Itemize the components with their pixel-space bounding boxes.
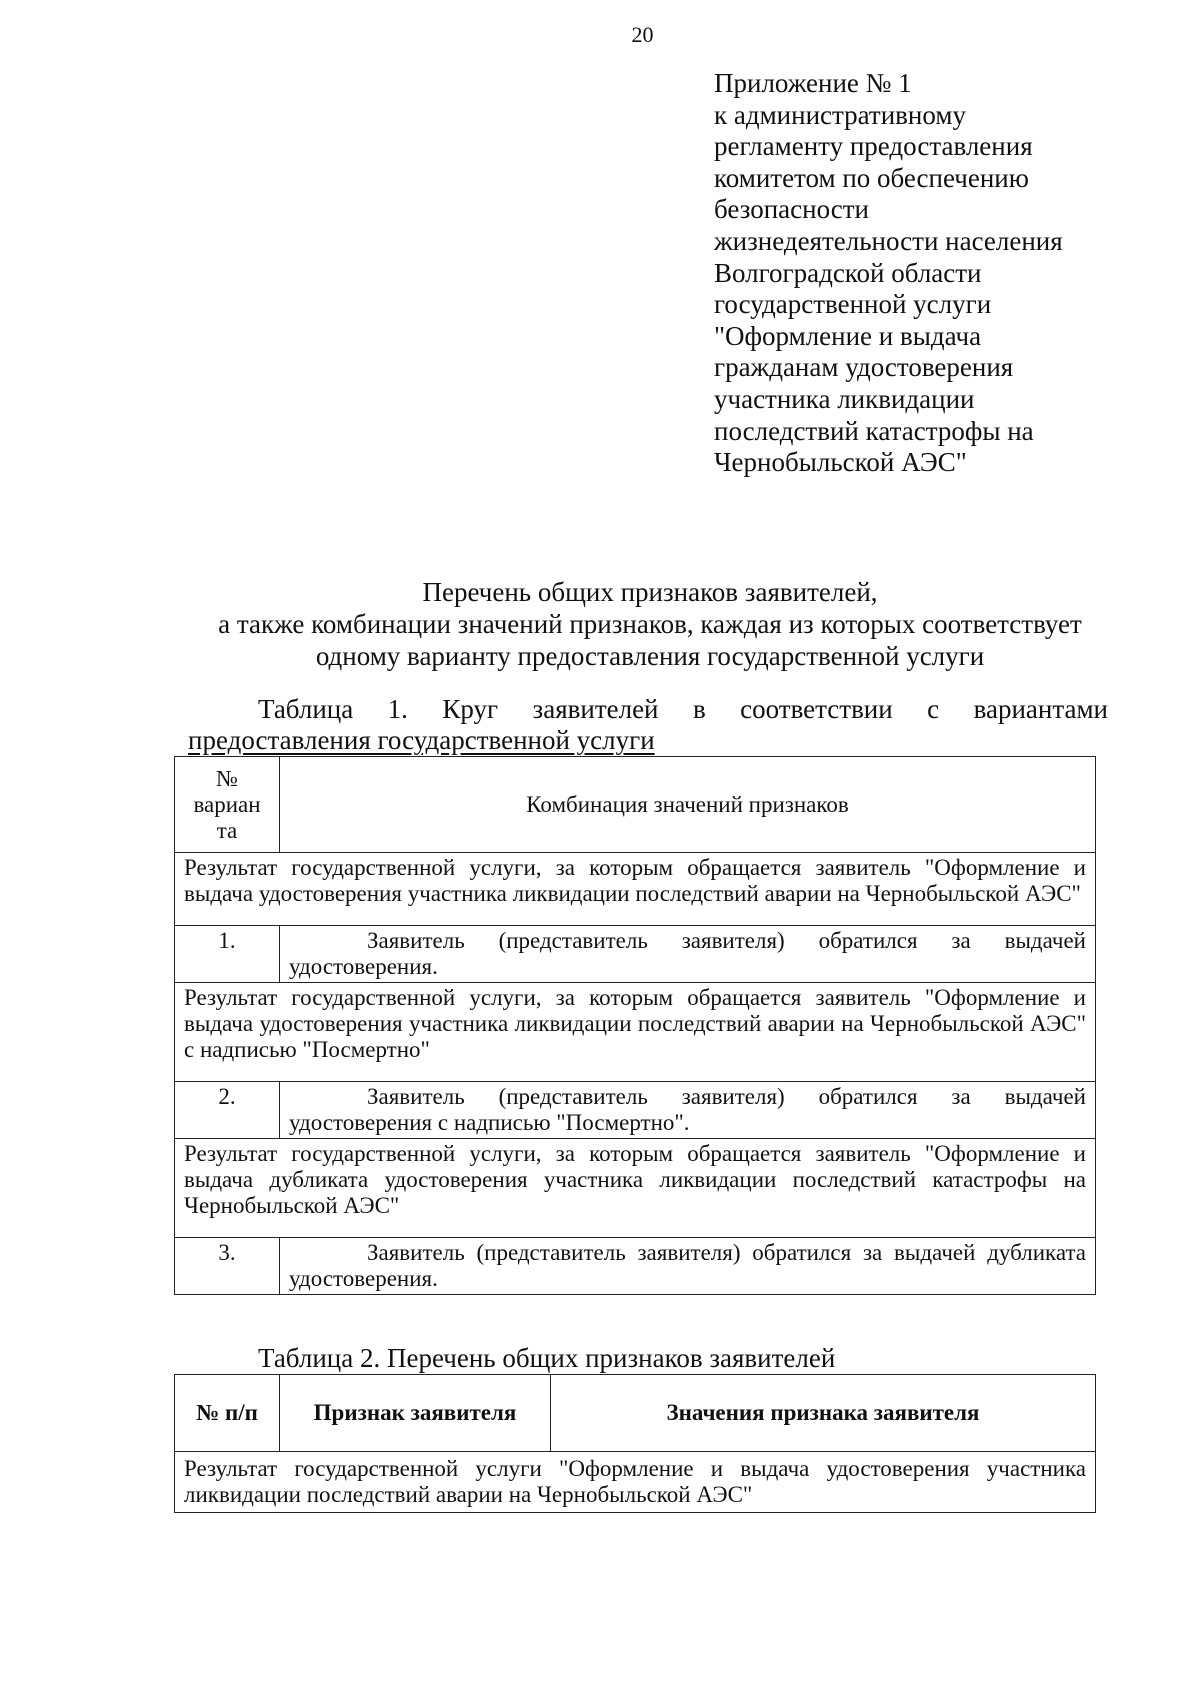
table-row-variant: [175, 926, 1096, 983]
header-attribute: Признак заявителя: [280, 1375, 551, 1452]
header-combination: Комбинация значений признаков: [280, 757, 1096, 853]
result-cell: Результат государственной услуги, за которым обращается заявитель "Оформление и выдача удостоверения участника ликвидации последствий аварии на Чернобыльской АЭС": [175, 853, 1096, 926]
result-cell: Результат государственной услуги, за которым обращается заявитель "Оформление и выдача удостоверения участника ликвидации последствий аварии на Чернобыльской АЭС" с надписью "Посмертно": [175, 983, 1096, 1082]
header-line: №: [216, 765, 238, 791]
appendix-line: гражданам удостоверения: [714, 352, 1014, 383]
appendix-line: к административному: [714, 99, 966, 130]
table-row-result: [175, 1139, 1096, 1238]
variant-number: 2.: [175, 1082, 280, 1139]
title-line: одному варианту предоставления государственной услуги: [315, 641, 985, 671]
table-applicant-variants: [174, 756, 1096, 1295]
appendix-line: жизнедеятельности населения: [714, 225, 1063, 256]
table-applicant-attributes: [174, 1374, 1096, 1513]
document-title: [150, 576, 1150, 672]
table-header-row: [175, 757, 1096, 853]
table-row-result: [175, 1452, 1096, 1513]
appendix-line: комитетом по обеспечению: [714, 162, 1029, 193]
table-row-variant: [175, 1082, 1096, 1139]
appendix-line: Волгоградской области: [714, 257, 982, 288]
table2-caption: Таблица 2. Перечень общих признаков заявителей: [258, 1343, 836, 1373]
table1-caption: [188, 694, 1108, 756]
result-cell: Результат государственной услуги, за которым обращается заявитель "Оформление и выдача дубликата удостоверения участника ликвидации последствий катастрофы на Чернобыльской АЭС": [175, 1139, 1096, 1238]
appendix-line: Приложение № 1: [714, 68, 912, 98]
table-row-variant: [175, 1238, 1096, 1295]
appendix-line: Чернобыльской АЭС": [714, 447, 967, 478]
appendix-block: [714, 68, 1164, 479]
appendix-line: последствий катастрофы на: [714, 415, 1034, 446]
table-header-row: [175, 1375, 1096, 1452]
variant-number: 1.: [175, 926, 280, 983]
variant-text: Заявитель (представитель заявителя) обратился за выдачей удостоверения с надписью "Посмертно".: [280, 1082, 1096, 1139]
header-variant-number: [175, 757, 280, 853]
table1-caption-line1: Таблица 1. Круг заявителей в соответствии с вариантами: [258, 694, 1108, 724]
appendix-line: государственной услуги: [714, 289, 992, 320]
appendix-line: безопасности: [714, 194, 869, 225]
table-row-result: [175, 983, 1096, 1082]
header-attribute-values: Значения признака заявителя: [551, 1375, 1096, 1452]
title-line: Перечень общих признаков заявителей,: [422, 577, 878, 607]
variant-text: Заявитель (представитель заявителя) обратился за выдачей дубликата удостоверения.: [280, 1238, 1096, 1295]
header-line: та: [216, 817, 238, 843]
header-line: вариан: [193, 791, 261, 817]
page-number: 20: [631, 22, 654, 47]
variant-number: 3.: [175, 1238, 280, 1295]
appendix-line: регламенту предоставления: [714, 131, 1033, 162]
appendix-line: участника ликвидации: [714, 383, 975, 414]
result-cell: Результат государственной услуги "Оформление и выдача удостоверения участника ликвидации последствий аварии на Чернобыльской АЭС": [175, 1452, 1096, 1513]
appendix-line: "Оформление и выдача: [714, 320, 982, 351]
title-line: а также комбинации значений признаков, каждая из которых соответствует: [218, 609, 1082, 639]
table-row-result: [175, 853, 1096, 926]
variant-text: Заявитель (представитель заявителя) обратился за выдачей удостоверения.: [280, 926, 1096, 983]
header-row-number: № п/п: [175, 1375, 280, 1452]
table1-caption-line2: предоставления государственной услуги: [188, 725, 655, 755]
